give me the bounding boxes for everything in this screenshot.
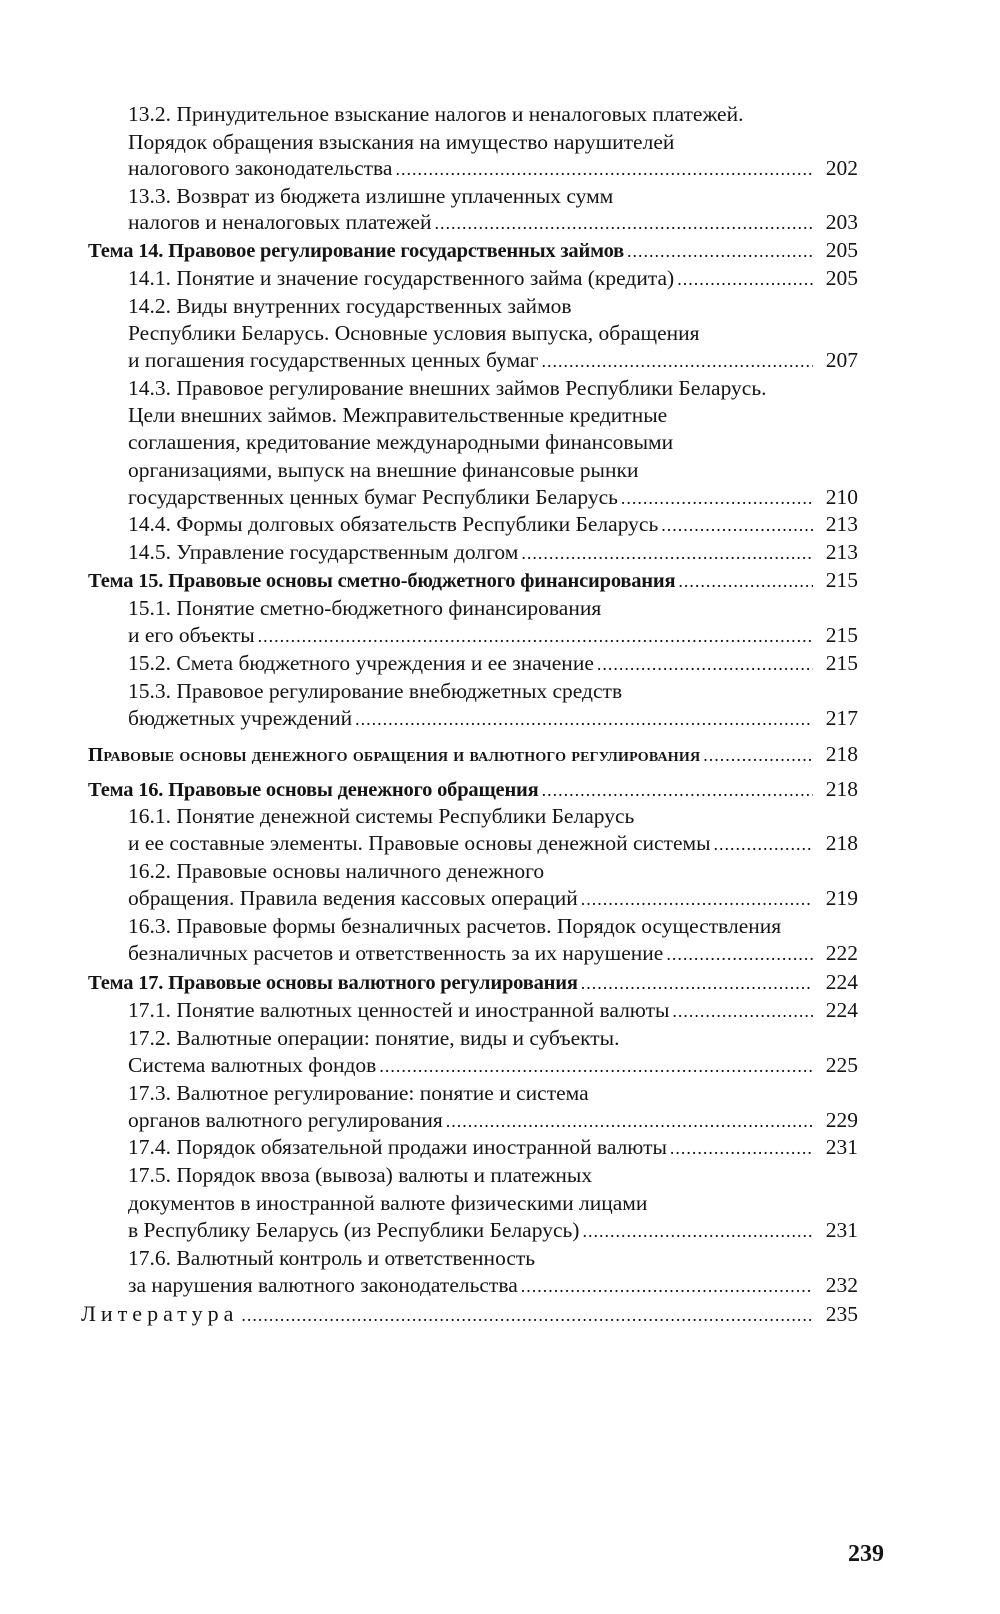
dot-leader [678, 568, 813, 595]
toc-entry-title: 17.4. Порядок обязательной продажи иностранной валюты [128, 1135, 667, 1159]
toc-page-number: 213 [825, 512, 858, 536]
toc-page-number: 203 [825, 210, 858, 234]
toc-entry-title: 16.3. Правовые формы безналичных расчетов. Порядок осуществления [128, 914, 782, 938]
toc-entry-title: в Республику Беларусь (из Республики Беларусь) [128, 1218, 580, 1242]
toc-entry-title: Тема 15. Правовые основы сметно-бюджетного финансирования [88, 570, 676, 592]
toc-page-number: 210 [825, 485, 858, 509]
toc-entry-title: Цели внешних займов. Межправительственные кредитные [128, 403, 668, 427]
dot-leader [597, 651, 813, 678]
dot-leader [666, 941, 813, 968]
toc-entry-title: 14.3. Правовое регулирование внешних займов Республики Беларусь. [128, 376, 767, 400]
toc-page-number: 218 [825, 831, 858, 855]
toc-entry-title: 13.2. Принудительное взыскание налогов и неналоговых платежей. [128, 102, 744, 126]
toc-page-number: 215 [825, 623, 858, 647]
toc-entry-title: бюджетных учреждений [128, 706, 353, 730]
toc-entry-title: организациями, выпуск на внешние финансовые рынки [128, 458, 639, 482]
toc-entry-title: обращения. Правила ведения кассовых операций [128, 886, 578, 910]
toc-page-number: 231 [825, 1218, 858, 1242]
dot-leader [627, 238, 813, 265]
toc-entry-title: 15.3. Правовое регулирование внебюджетных средств [128, 679, 623, 703]
dot-leader [661, 512, 813, 539]
toc-entry-title: 16.1. Понятие денежной системы Республики Беларусь [128, 804, 635, 828]
toc-entry-title: 17.3. Валютное регулирование: понятие и система [128, 1081, 589, 1105]
toc-entry-title: Тема 16. Правовые основы денежного обращения [88, 779, 539, 801]
toc-page-number: 229 [825, 1108, 858, 1132]
dot-leader [582, 1218, 813, 1245]
toc-page-number: 202 [825, 156, 858, 180]
toc-page-number: 219 [825, 886, 858, 910]
toc-entry-title: Порядок обращения взыскания на имущество нарушителей [128, 130, 675, 154]
toc-entry-title: Литература [81, 1301, 239, 1326]
dot-leader [581, 970, 813, 997]
toc-page-number: 231 [825, 1135, 858, 1159]
toc-page-number: 232 [825, 1273, 858, 1297]
toc-entry-title: 14.2. Виды внутренних государственных займов [128, 294, 572, 318]
toc-entry-title: соглашения, кредитование международными финансовыми [128, 430, 674, 454]
toc-page-number: 207 [825, 348, 858, 372]
dot-leader [670, 1135, 813, 1162]
toc-entry-title: за нарушения валютного законодательства [128, 1273, 518, 1297]
dot-leader [395, 156, 813, 183]
dot-leader [541, 348, 813, 375]
dot-leader [241, 1302, 813, 1329]
toc-entry-title: 15.2. Смета бюджетного учреждения и ее значение [128, 651, 594, 675]
dot-leader [521, 1273, 813, 1300]
dot-leader [434, 210, 813, 237]
dot-leader [258, 623, 813, 650]
toc-page-number: 218 [825, 777, 858, 801]
page-number: 239 [848, 1541, 884, 1567]
toc-entry-title: 15.1. Понятие сметно-бюджетного финансирования [128, 596, 602, 620]
toc-entry-title: 16.2. Правовые основы наличного денежного [128, 859, 545, 883]
toc-page-number: 235 [825, 1302, 858, 1326]
toc-entry-title: 17.1. Понятие валютных ценностей и иностранной валюты [128, 998, 670, 1022]
toc-entry-title: 17.5. Порядок ввоза (вывоза) валюты и платежных [128, 1163, 593, 1187]
dot-leader [355, 706, 813, 733]
toc-page-number: 213 [825, 540, 858, 564]
toc-entry-title: Система валютных фондов [128, 1053, 377, 1077]
toc-entry-title: 17.2. Валютные операции: понятие, виды и субъекты. [128, 1026, 620, 1050]
dot-leader [379, 1053, 813, 1080]
dot-leader [677, 266, 813, 293]
toc-entry-title: Правовые основы денежного обращения и валютного регулирования [88, 745, 701, 766]
toc-entry-title: органов валютного регулирования [128, 1108, 443, 1132]
toc-entry-title: и погашения государственных ценных бумаг [128, 348, 539, 372]
dot-leader [521, 540, 813, 567]
dot-leader [542, 777, 813, 804]
toc-page-number: 222 [825, 941, 858, 965]
dot-leader [672, 998, 813, 1025]
toc-entry-title: документов в иностранной валюте физическими лицами [128, 1191, 648, 1215]
toc-entry-title: налогового законодательства [128, 156, 393, 180]
toc-page-number: 205 [825, 238, 858, 262]
toc-entry-title: и ее составные элементы. Правовые основы денежной системы [128, 831, 711, 855]
toc-entry-title: 14.5. Управление государственным долгом [128, 540, 519, 564]
toc-page-number: 224 [825, 970, 858, 994]
toc-entry-title: безналичных расчетов и ответственность за их нарушение [128, 941, 664, 965]
toc-page-number: 224 [825, 998, 858, 1022]
toc-page-number: 225 [825, 1053, 858, 1077]
toc-page-number: 205 [825, 266, 858, 290]
toc-entry-title: государственных ценных бумаг Республики Беларусь [128, 485, 618, 509]
dot-leader [621, 485, 813, 512]
toc-page-number: 215 [825, 568, 858, 592]
toc-entry-title: Тема 17. Правовые основы валютного регулирования [88, 972, 578, 994]
toc-entry-title: 14.1. Понятие и значение государственного займа (кредита) [128, 266, 675, 290]
dot-leader [446, 1108, 813, 1135]
toc-entry-title: Тема 14. Правовое регулирование государственных займов [88, 240, 624, 262]
toc-entry-title: 14.4. Формы долговых обязательств Республики Беларусь [128, 512, 659, 536]
toc-page-number: 215 [825, 651, 858, 675]
toc-page-number: 217 [825, 706, 858, 730]
toc-entry-title: налогов и неналоговых платежей [128, 210, 432, 234]
toc-page-number: 218 [825, 742, 858, 766]
toc-entry-title: 17.6. Валютный контроль и ответственность [128, 1246, 536, 1270]
toc-entry-title: и его объекты [128, 623, 255, 647]
dot-leader [714, 831, 813, 858]
toc-entry-title: Республики Беларусь. Основные условия выпуска, обращения [128, 321, 700, 345]
dot-leader [703, 742, 813, 769]
dot-leader [581, 886, 813, 913]
toc-entry-title: 13.3. Возврат из бюджета излишне уплаченных сумм [128, 184, 614, 208]
